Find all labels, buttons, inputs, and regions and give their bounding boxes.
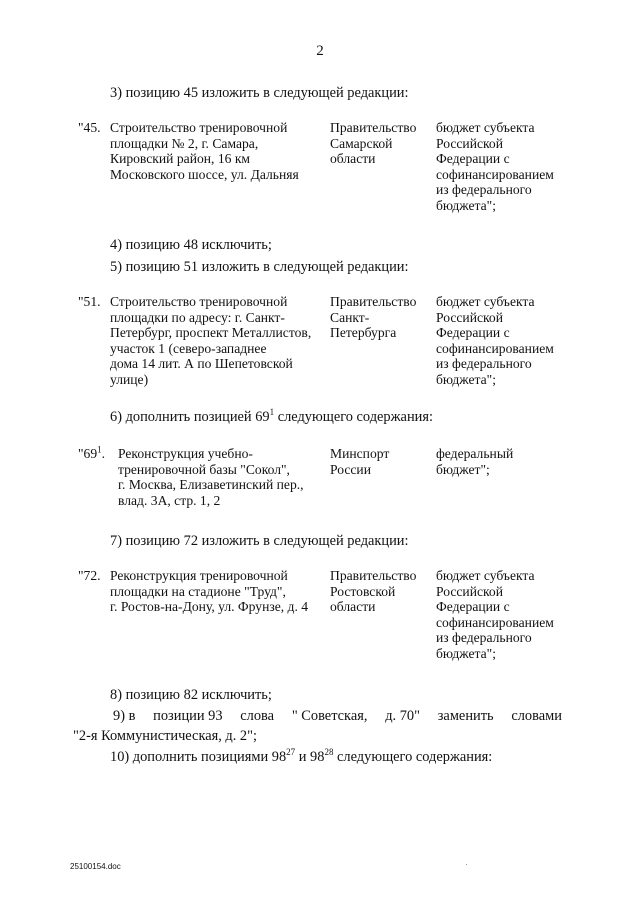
entry-responsible [330, 568, 430, 615]
paragraph-7: 7) позицию 72 изложить в следующей редакции: [110, 533, 409, 549]
responsible-line: Санкт- [330, 309, 370, 325]
entry-responsible [330, 294, 430, 341]
description-line: тренировочной базы "Сокол", [118, 461, 290, 477]
responsible-line: области [330, 599, 376, 615]
entry-responsible [330, 446, 430, 477]
paragraph-6-text: 6) дополнить позицией 69 [110, 409, 270, 425]
entry-funding [436, 568, 586, 662]
funding-line: софинансированием [436, 340, 554, 356]
paragraph-10-tail: следующего содержания: [333, 749, 493, 765]
funding-line: бюджет"; [436, 461, 490, 477]
description-line: площадки по адресу: г. Санкт- [110, 309, 285, 325]
funding-line: Российской [436, 583, 503, 599]
funding-line: Российской [436, 135, 503, 151]
funding-line: бюджет субъекта [436, 120, 535, 135]
funding-line: федеральный [436, 446, 514, 461]
entry-funding [436, 120, 586, 214]
word: позиции 93 [153, 708, 223, 724]
responsible-line: Правительство [330, 568, 417, 583]
word: заменить [437, 708, 494, 724]
word: " Советская, [291, 708, 368, 724]
entry-funding [436, 294, 586, 388]
entry-responsible [330, 120, 430, 167]
description-line: г. Ростов-на-Дону, ул. Фрунзе, д. 4 [110, 599, 309, 615]
footer-filename: 25100154.doc [70, 862, 121, 871]
superscript: 27 [286, 747, 296, 758]
entry-number-dot: . [101, 446, 106, 461]
paragraph-10-text: 10) дополнить позициями 98 [110, 749, 287, 765]
entry-number: "45. [78, 120, 101, 135]
funding-line: бюджет субъекта [436, 294, 535, 309]
funding-line: Федерации с [436, 325, 510, 341]
funding-line: Федерации с [436, 151, 510, 167]
paragraph-3: 3) позицию 45 изложить в следующей редакции: [110, 85, 409, 101]
funding-line: софинансированием [436, 614, 554, 630]
description-line: Строительство тренировочной [110, 294, 288, 309]
word: словами [511, 708, 562, 724]
superscript: 1 [269, 407, 275, 418]
description-line: Московского шоссе, ул. Дальняя [110, 166, 299, 182]
description-line: площадки на стадионе "Труд", [110, 583, 286, 599]
superscript: 28 [324, 747, 334, 758]
description-line: г. Москва, Елизаветинский пер., [118, 477, 304, 493]
funding-line: Российской [436, 309, 503, 325]
responsible-line: Правительство [330, 120, 417, 135]
responsible-line: Самарской [330, 135, 393, 151]
paragraph-5: 5) позицию 51 изложить в следующей редакции: [110, 259, 409, 275]
responsible-line: России [330, 461, 371, 477]
paragraph-4: 4) позицию 48 исключить; [110, 237, 272, 253]
paragraph-9-line-1 [113, 707, 562, 725]
description-line: участок 1 (северо-западнее [110, 340, 267, 356]
description-line: влад. 3А, стр. 1, 2 [118, 492, 221, 508]
page-mark [466, 864, 467, 865]
paragraph-10-text: и 98 [295, 749, 325, 765]
description-line: дома 14 лит. А по Шепетовской [110, 356, 293, 372]
page-number: 2 [316, 43, 324, 59]
entry-number: "72. [78, 568, 101, 583]
entry-description [110, 568, 325, 615]
funding-line: бюджета"; [436, 645, 497, 661]
paragraph-6 [110, 408, 433, 426]
entry-number [78, 446, 105, 462]
entry-funding [436, 446, 586, 477]
description-line: площадки № 2, г. Самара, [110, 135, 259, 151]
entry-number: "51. [78, 294, 101, 309]
funding-line: бюджета"; [436, 197, 497, 213]
entry-description [110, 294, 325, 388]
entry-description [110, 120, 325, 182]
responsible-line: Ростовской [330, 583, 396, 599]
description-line: улице) [110, 371, 149, 387]
responsible-line: Правительство [330, 294, 417, 309]
word: д. 70" [385, 708, 420, 724]
funding-line: бюджета"; [436, 371, 497, 387]
responsible-line: области [330, 151, 376, 167]
word: слова [240, 708, 275, 724]
responsible-line: Петербурга [330, 325, 397, 341]
description-line: Строительство тренировочной [110, 120, 288, 135]
paragraph-9-line-2: "2-я Коммунистическая, д. 2"; [73, 728, 257, 744]
funding-line: софинансированием [436, 166, 554, 182]
entry-description [118, 446, 333, 508]
description-line: Кировский район, 16 км [110, 151, 251, 167]
description-line: Петербург, проспект Металлистов, [110, 325, 312, 341]
funding-line: Федерации с [436, 599, 510, 615]
paragraph-6-tail: следующего содержания: [274, 409, 433, 425]
funding-line: бюджет субъекта [436, 568, 535, 583]
responsible-line: Минспорт [330, 446, 390, 461]
funding-line: из федерального [436, 630, 532, 646]
description-line: Реконструкция тренировочной [110, 568, 288, 583]
description-line: Реконструкция учебно- [118, 446, 253, 461]
superscript: 1 [97, 444, 102, 455]
funding-line: из федерального [436, 182, 532, 198]
word: 9) в [113, 708, 136, 724]
funding-line: из федерального [436, 356, 532, 372]
entry-number-text: "69 [78, 446, 98, 461]
paragraph-10 [110, 748, 492, 766]
paragraph-8: 8) позицию 82 исключить; [110, 687, 272, 703]
